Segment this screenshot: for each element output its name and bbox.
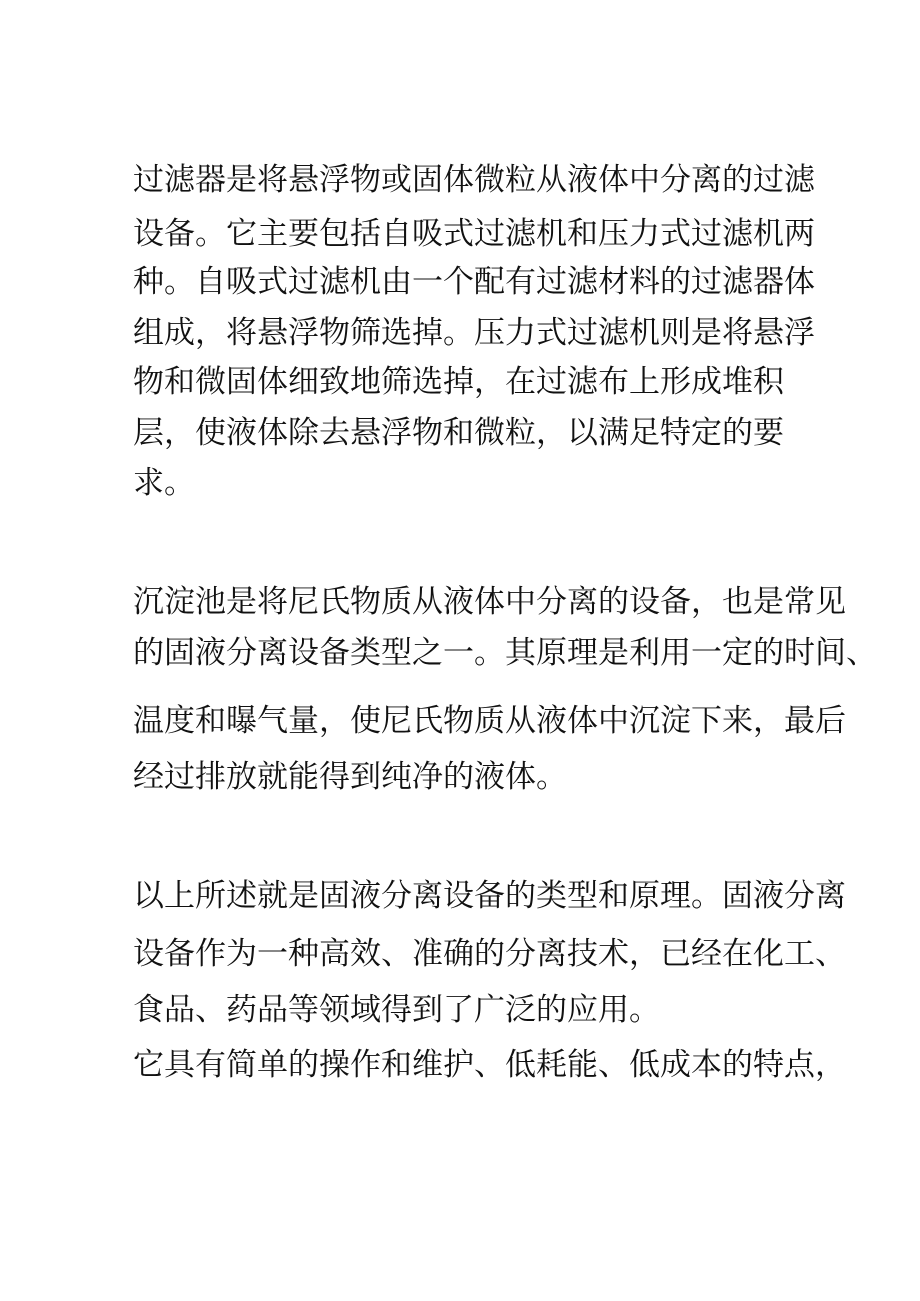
paragraph-line: 它具有简单的操作和维护、低耗能、低成本的特点， — [133, 1047, 846, 1083]
paragraph-line: 经过排放就能得到纯净的液体。 — [133, 759, 567, 795]
paragraph-line: 温度和曝气量，使尼氏物质从液体中沉淀下来，最后 — [133, 703, 846, 739]
paragraph-line: 设备。它主要包括自吸式过滤机和压力式过滤机两 — [133, 216, 815, 252]
paragraph-line: 的固液分离设备类型之一。其原理是利用一定的时间、 — [133, 635, 877, 671]
paragraph-line: 物和微固体细致地筛选掉，在过滤布上形成堆积 — [133, 364, 784, 400]
paragraph-line: 层，使液体除去悬浮物和微粒，以满足特定的要 — [133, 415, 784, 451]
paragraph-line: 种。自吸式过滤机由一个配有过滤材料的过滤器体 — [133, 264, 815, 300]
paragraph-line: 过滤器是将悬浮物或固体微粒从液体中分离的过滤 — [133, 162, 815, 198]
paragraph-line: 组成，将悬浮物筛选掉。压力式过滤机则是将悬浮 — [133, 315, 815, 351]
paragraph-line: 沉淀池是将尼氏物质从液体中分离的设备，也是常见 — [133, 584, 846, 620]
paragraph-line: 求。 — [133, 465, 195, 501]
paragraph-line: 设备作为一种高效、准确的分离技术，已经在化工、 — [133, 936, 846, 972]
paragraph-line: 以上所述就是固液分离设备的类型和原理。固液分离 — [133, 878, 846, 914]
paragraph-line: 食品、药品等领域得到了广泛的应用。 — [133, 992, 660, 1028]
